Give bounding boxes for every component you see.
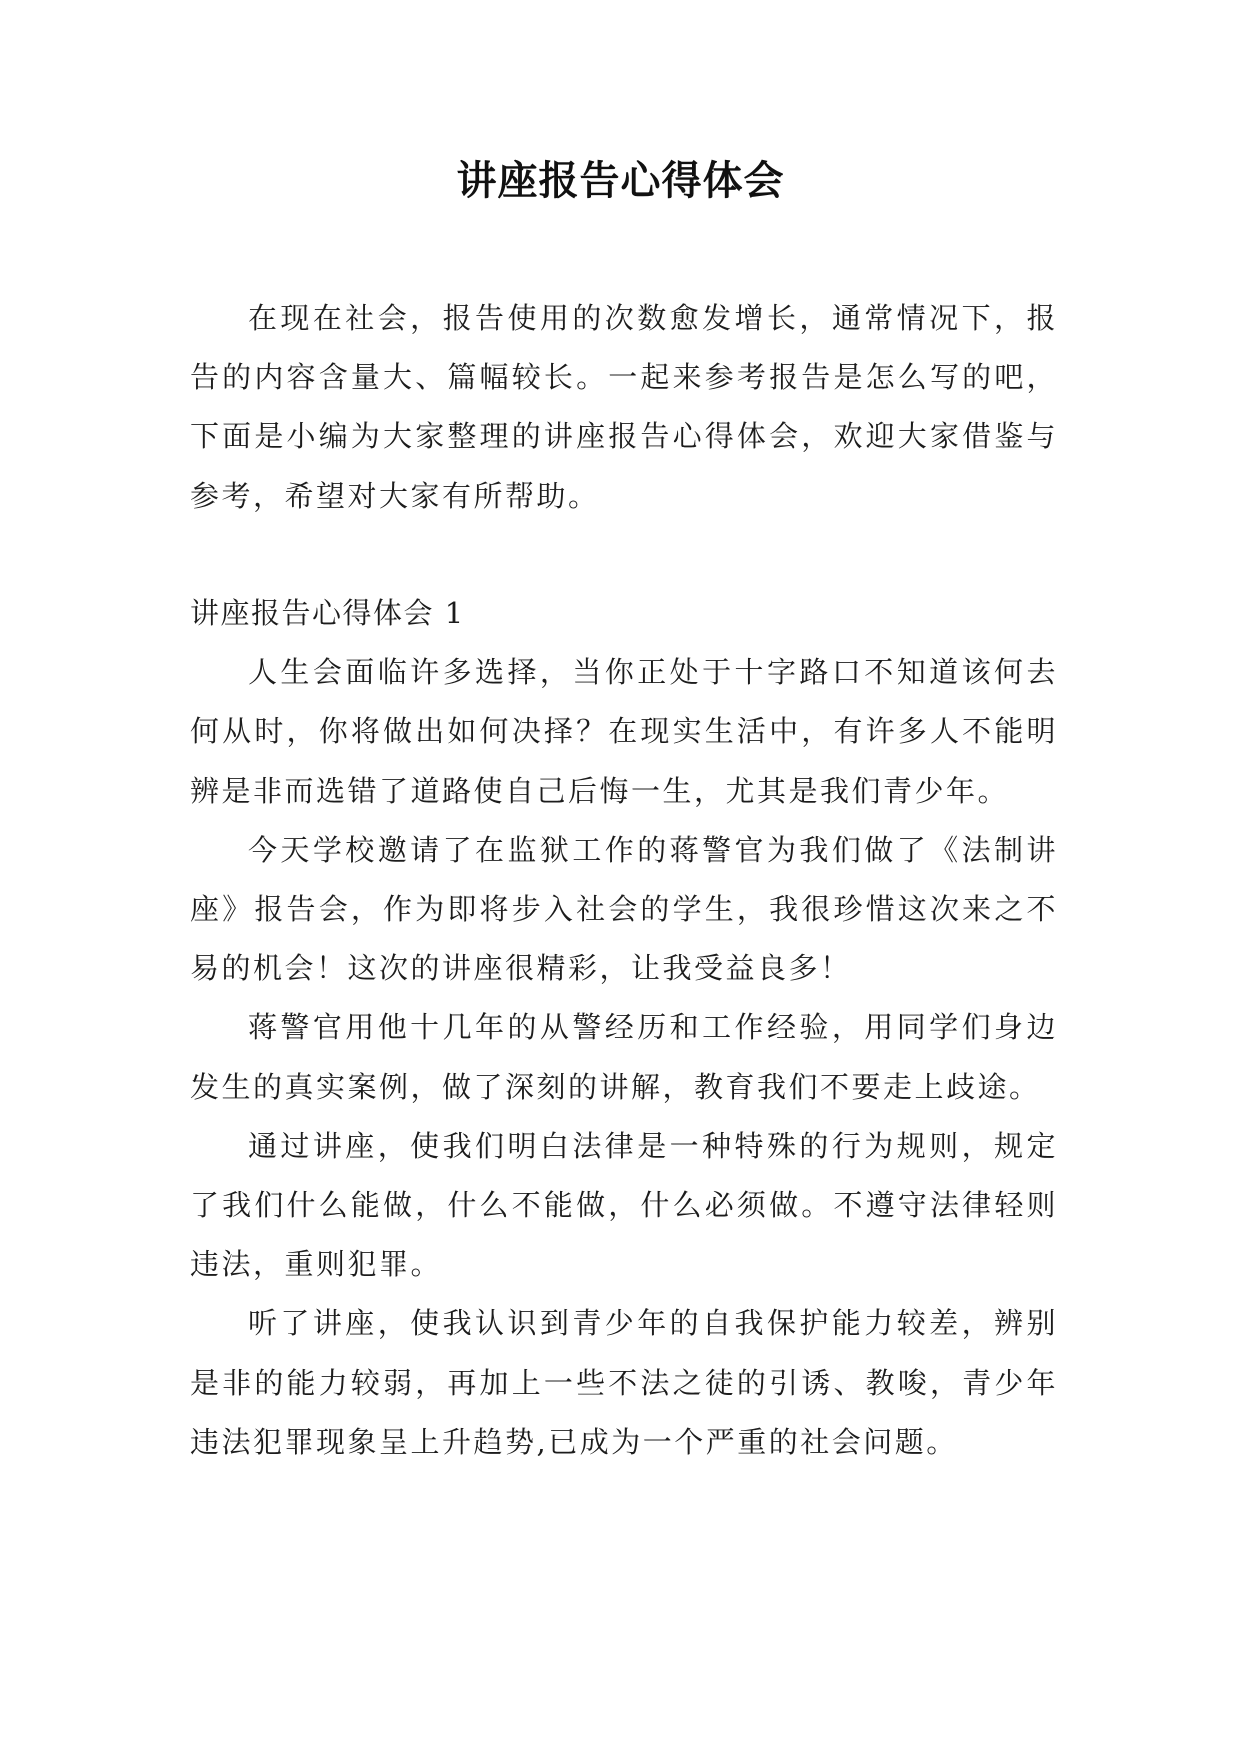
body-paragraph-2: 今天学校邀请了在监狱工作的蒋警官为我们做了《法制讲座》报告会，作为即将步入社会的学生，我很珍惜这次来之不易的机会！这次的讲座很精彩，让我受益良多！	[190, 832, 1058, 986]
body-paragraph-4: 通过讲座，使我们明白法律是一种特殊的行为规则，规定了我们什么能做，什么不能做，什么必须做。不遵守法律轻则违法，重则犯罪。	[190, 1128, 1058, 1282]
body-paragraph-3: 蒋警官用他十几年的从警经历和工作经验，用同学们身边发生的真实案例，做了深刻的讲解，教育我们不要走上歧途。	[190, 1010, 1058, 1104]
body-paragraph-5: 听了讲座，使我认识到青少年的自我保护能力较差，辨别是非的能力较弱，再加上一些不法之徒的引诱、教唆，青少年违法犯罪现象呈上升趋势,已成为一个严重的社会问题。	[190, 1306, 1058, 1459]
intro-paragraph: 在现在社会，报告使用的次数愈发增长，通常情况下，报告的内容含量大、篇幅较长。一起来参考报告是怎么写的吧，下面是小编为大家整理的讲座报告心得体会，欢迎大家借鉴与参考，希望对大家有所帮助。	[190, 301, 1058, 513]
intro-block	[190, 289, 1058, 526]
document-title: 讲座报告心得体会	[456, 158, 785, 204]
section-1	[190, 584, 1058, 1472]
body-paragraph-1: 人生会面临许多选择，当你正处于十字路口不知道该何去何从时，你将做出如何决择？在现实生活中，有许多人不能明辨是非而选错了道路使自己后悔一生，尤其是我们青少年。	[190, 655, 1058, 808]
section-heading: 讲座报告心得体会 1	[190, 596, 465, 630]
